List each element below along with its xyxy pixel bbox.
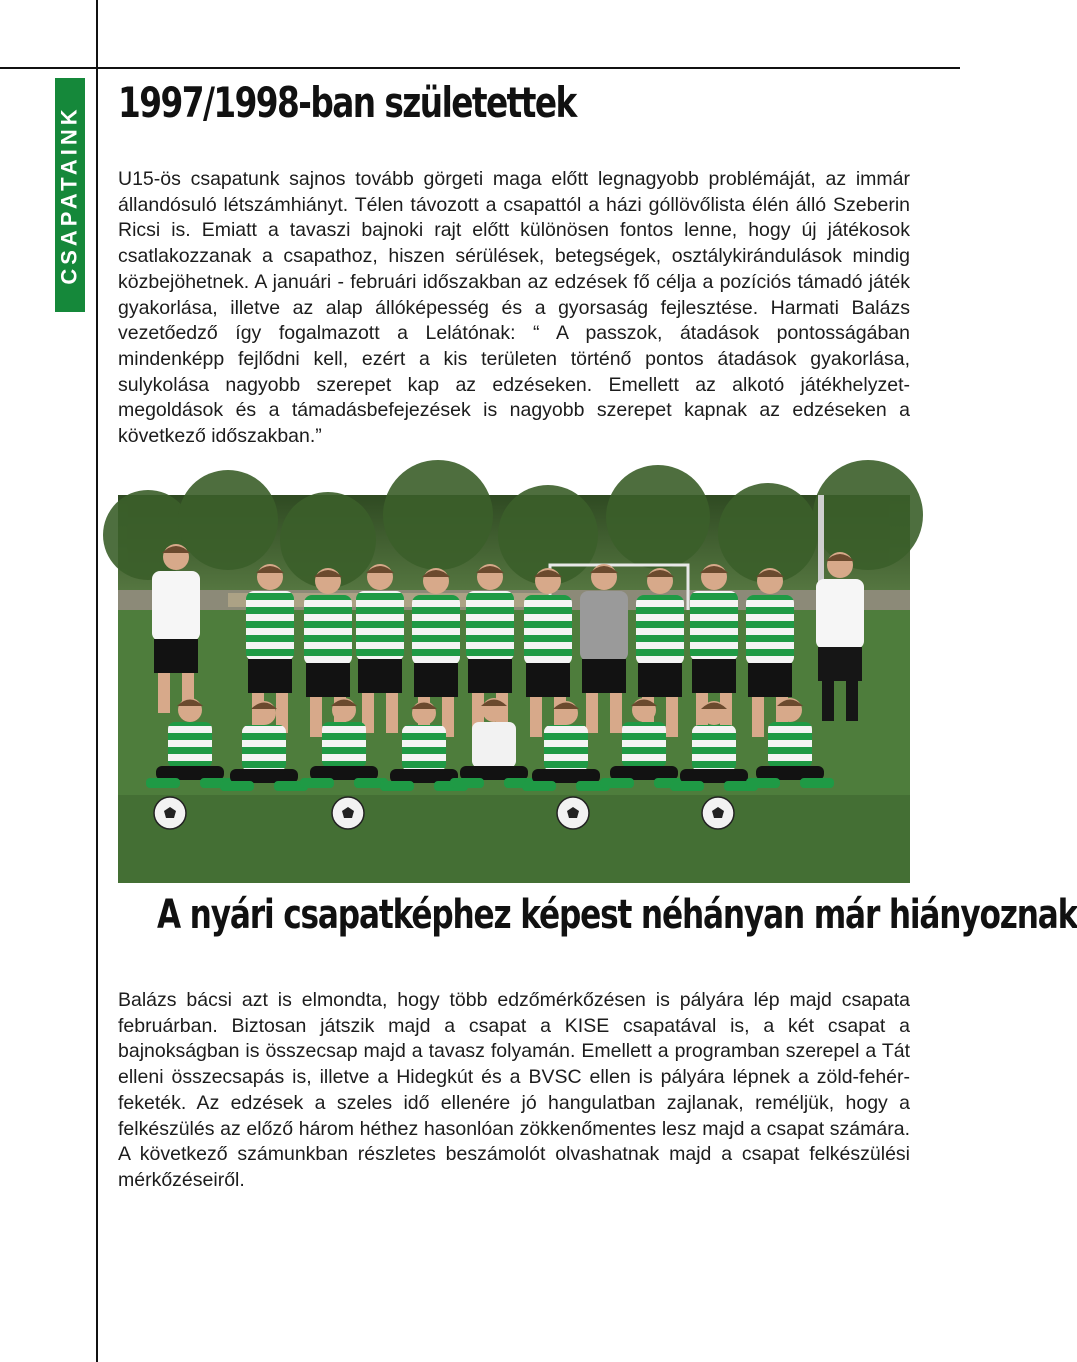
football <box>557 797 589 829</box>
article-paragraph-2: Balázs bácsi azt is elmondta, hogy több edzőmérkőzésen is pályára lép majd csapata februárban. Biztosan játszik majd a csapat a KISE csapatával is, a két csapat a bajnokságban is összecsap majd a tavasz folyamán. Emellett a programban szerepel a Tát elleni összecsapás is, illetve a Hidegkút és a BVSC ellen is pályára lépnek a zöld-fehér-feketék. Az edzések a szeles idő ellenére jó hangulatban zajlanak, reméljük, hogy a felkészülés az előző három héthez hasonlóan zökkenőmentes lesz majd a csapat számára. A következő számunkban részletes beszámolót olvashatnak majd a csapat felkészülési mérkőzéseiről. <box>118 989 910 1191</box>
football <box>154 797 186 829</box>
team-photo <box>118 495 910 883</box>
section-tab <box>55 78 85 312</box>
margin-rule <box>96 0 98 1362</box>
football <box>332 797 364 829</box>
team-photo-illustration <box>118 495 910 883</box>
photo-caption: A nyári csapatképhez képest néhányan már hiányoznak <box>157 892 1077 938</box>
football <box>702 797 734 829</box>
article-paragraph-1: U15-ös csapatunk sajnos tovább görgeti maga előtt legnagyobb problémáját, az immár állandósuló létszámhiányt. Télen távozott a csapattól a házi góllövőlista élén álló Szeberin Ricsi is. Emiatt a tavaszi bajnoki rajt előtt különösen fontos lenne, hogy új játékosok csatlakozzanak a csapathoz, hiszen sérülések, betegségek, osztálykirándulások mindig közbejöhetnek. A januári - februári időszakban az edzések fő célja a pozíciós támadó játék gyakorlása, illetve az alap állóképesség és a gyorsaság fejlesztése. Harmati Balázs vezetőedző így fogalmazott a Lelátónak: “ A passzok, átadások pontosságában mindenképp fejlődni kell, ezért a kis területen történő pontos átadások gyakorlása, sulykolása nagyobb szerepet kap az edzéseken. Emellett az alkotó játékhelyzet-megoldások és a támadásbefejezések is nagyobb szerepet kapnak az edzéseken a következő időszakban.” <box>118 168 910 448</box>
article-title: 1997/1998-ban születettek <box>118 78 576 127</box>
section-tab-label: CSAPATAINK <box>57 105 83 285</box>
top-rule <box>0 67 960 69</box>
